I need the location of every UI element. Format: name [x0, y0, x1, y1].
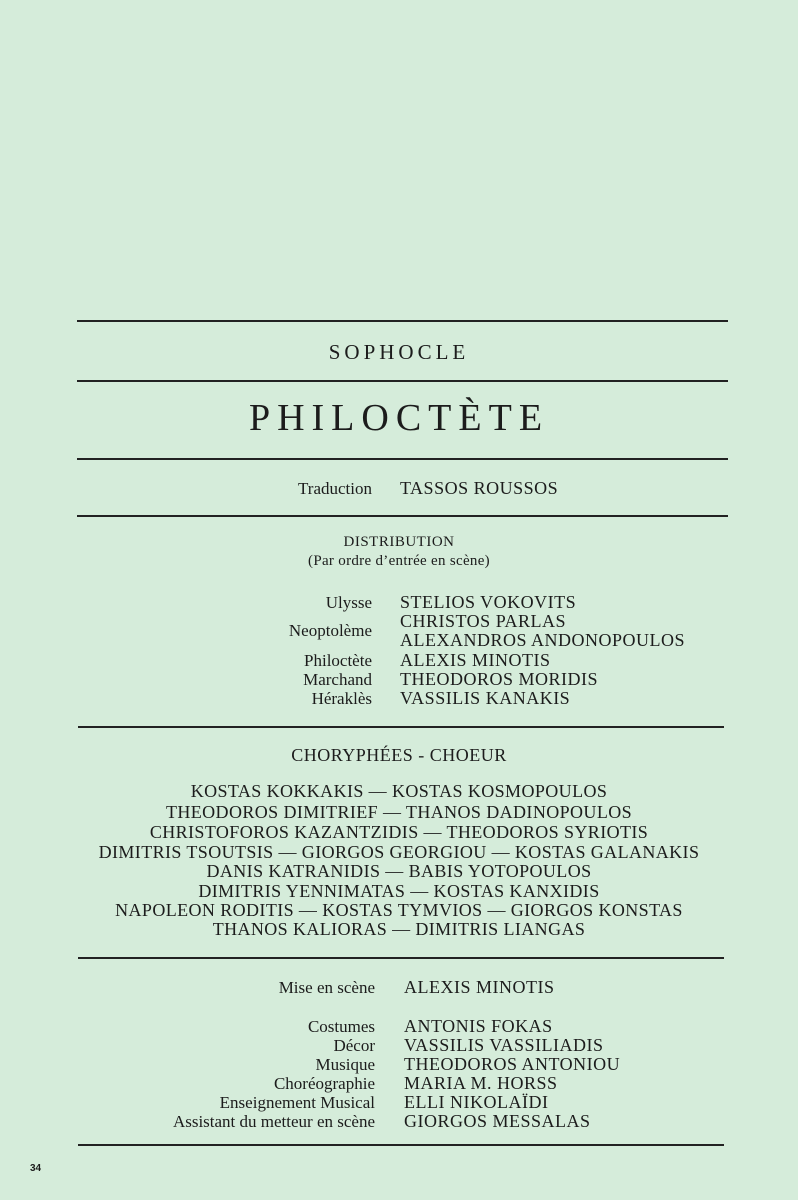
rule-below-author [77, 380, 728, 382]
page-number: 34 [30, 1163, 42, 1174]
chorus-line: KOSTAS KOKKAKIS — KOSTAS KOSMOPOULOS [190, 781, 608, 801]
chorus-heading: CHORYPHÉES - CHOEUR [291, 745, 507, 765]
crew-label-choreographie: Choréographie [273, 1074, 375, 1093]
chorus-line: CHRISTOFOROS KAZANTZIDIS — THEODOROS SYRIOTIS [149, 822, 649, 842]
translator-name: TASSOS ROUSSOS [400, 478, 559, 498]
actor-neoptoleme-1: CHRISTOS PARLAS [400, 611, 567, 631]
role-neoptoleme: Neoptolème [288, 621, 372, 640]
play-title: PHILOCTÈTE [248, 397, 550, 439]
rule-top [77, 320, 728, 322]
crew-name-assistant: GIORGOS MESSALAS [404, 1111, 591, 1131]
role-marchand: Marchand [303, 670, 372, 689]
translation-label: Traduction [298, 479, 372, 498]
chorus-line: DANIS KATRANIDIS — BABIS YOTOPOULOS [206, 861, 592, 881]
director-label: Mise en scène [278, 978, 375, 997]
actor-philoctete: ALEXIS MINOTIS [400, 650, 551, 670]
distribution-heading: DISTRIBUTION [343, 534, 455, 550]
actor-ulysse: STELIOS VOKOVITS [400, 592, 577, 612]
chorus-line: DIMITRIS YENNIMATAS — KOSTAS KANXIDIS [198, 881, 600, 901]
crew-label-costumes: Costumes [307, 1017, 375, 1036]
distribution-subheading: (Par ordre d’entrée en scène) [308, 553, 490, 569]
crew-label-decor: Décor [333, 1036, 375, 1055]
actor-neoptoleme-2: ALEXANDROS ANDONOPOULOS [400, 630, 686, 650]
crew-name-costumes: ANTONIS FOKAS [404, 1016, 553, 1036]
crew-name-musique: THEODOROS ANTONIOU [404, 1054, 621, 1074]
actor-herakles: VASSILIS KANAKIS [400, 688, 571, 708]
rule-below-distribution [78, 726, 724, 728]
role-ulysse: Ulysse [325, 593, 372, 612]
crew-name-enseignement: ELLI NIKOLAÏDI [404, 1092, 549, 1112]
chorus-line: DIMITRIS TSOUTSIS — GIORGOS GEORGIOU — KOSTAS GALANAKIS [98, 842, 700, 862]
crew-name-choreographie: MARIA M. HORSS [404, 1073, 558, 1093]
chorus-line: THANOS KALIORAS — DIMITRIS LIANGAS [212, 919, 586, 939]
director-name: ALEXIS MINOTIS [404, 977, 555, 997]
crew-label-enseignement: Enseignement Musical [219, 1093, 375, 1112]
crew-label-assistant: Assistant du metteur en scène [172, 1112, 375, 1131]
rule-below-title [77, 458, 728, 460]
chorus-line: THEODOROS DIMITRIEF — THANOS DADINOPOULOS [165, 802, 633, 822]
author: SOPHOCLE [328, 340, 470, 364]
crew-label-musique: Musique [315, 1055, 375, 1074]
actor-marchand: THEODOROS MORIDIS [400, 669, 599, 689]
rule-below-translation [77, 515, 728, 517]
crew-name-decor: VASSILIS VASSILIADIS [404, 1035, 604, 1055]
rule-bottom [78, 1144, 724, 1146]
chorus-line: NAPOLEON RODITIS — KOSTAS TYMVIOS — GIORGOS KONSTAS [115, 900, 683, 920]
role-herakles: Héraklès [311, 689, 372, 708]
role-philoctete: Philoctète [304, 651, 372, 670]
rule-below-chorus [78, 957, 724, 959]
